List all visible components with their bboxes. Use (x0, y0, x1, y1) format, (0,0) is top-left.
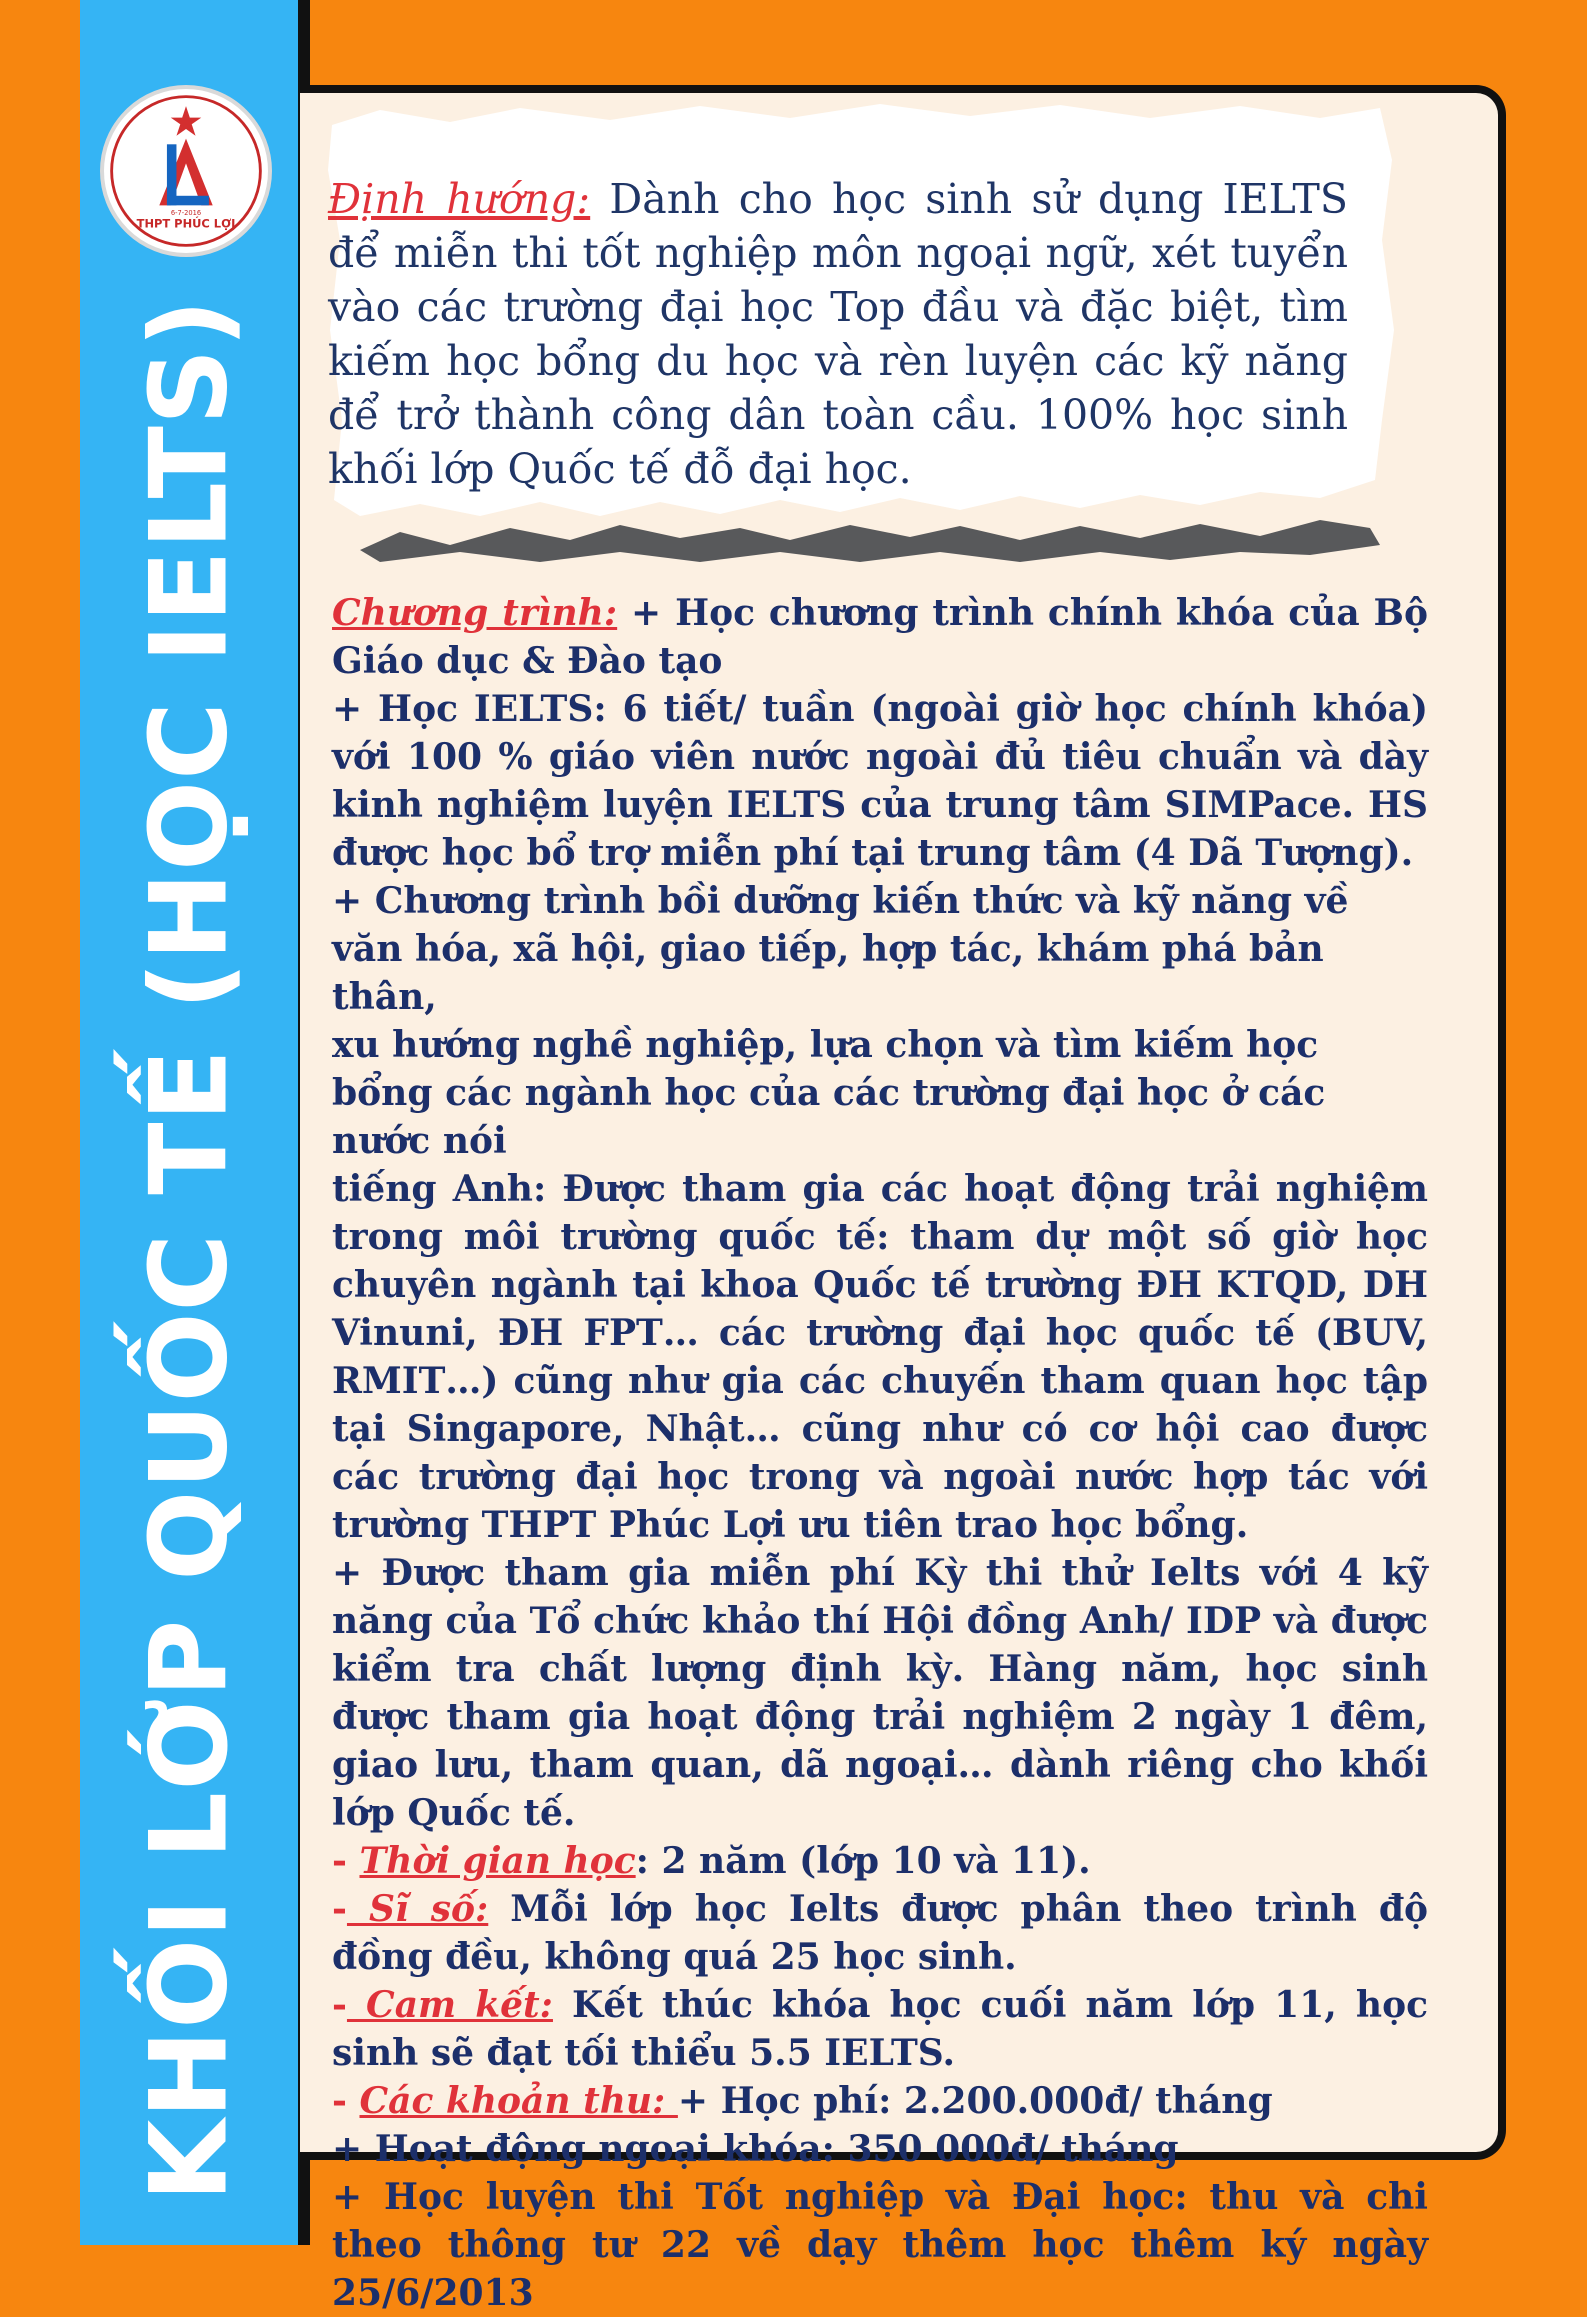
intro-text: Dành cho học sinh sử dụng IELTS để miễn thi tốt nghiệp môn ngoại ngữ, xét tuyển vào các trường đại học Top đầu và đặc biệt, tìm kiếm học bổng du học và rèn luyện các kỹ năng để trở thành công dân toàn cầu. 100% học sinh khối lớp Quốc tế đỗ đại học. (328, 175, 1348, 493)
duration-line (332, 1837, 1428, 1885)
program-details (332, 589, 1428, 2317)
school-logo-icon (100, 85, 272, 257)
commitment-label: Cam kết: (346, 1984, 553, 2026)
fees-exam-prep: + Học luyện thi Tốt nghiệp và Đại học: thu và chi theo thông tư 22 về dạy thêm học thêm ký ngày 25/6/2013 (332, 2176, 1428, 2314)
commitment-text: Kết thúc khóa học cuối năm lớp 11, học sinh sẽ đạt tối thiểu 5.5 IELTS. (332, 1984, 1429, 2074)
program-label: Chương trình: (332, 592, 618, 634)
program-item-1: + Học chương trình chính khóa của Bộ Giáo dục & Đào tạo (332, 592, 1428, 682)
program-item-2: + Học IELTS: 6 tiết/ tuần (ngoài giờ học chính khóa) với 100 % giáo viên nước ngoài đủ tiêu chuẩn và dày kinh nghiệm luyện IELTS của trung tâm SIMPace. HS được học bổ trợ miễn phí tại trung tâm (4 Dã Tượng). (332, 688, 1428, 874)
program-item-3c: tiếng Anh: Được tham gia các hoạt động trải nghiệm trong môi trường quốc tế: tham dự một số giờ học chuyên ngành tại khoa Quốc tế trường ĐH KTQD, DH Vinuni, ĐH FPT… các trường đại học quốc tế (BUV, RMIT…) cũng như gia các chuyến tham quan học tập tại Singapore, Nhật… cũng như có cơ hội cao được các trường đại học trong và ngoài nước hợp tác với trường THPT Phúc Lợi ưu tiên trao học bổng. (332, 1168, 1428, 1546)
intro-paragraph (328, 172, 1348, 496)
class-size-dash: - (332, 1888, 347, 1930)
logo-text: THPT PHÚC LỢI (136, 216, 236, 231)
duration-label: Thời gian học (359, 1840, 636, 1882)
commitment-dash: - (332, 1984, 347, 2026)
vertical-title: KHỐI LỚP QUỐC TẾ (HỌC IELTS) (127, 298, 251, 2202)
class-size-label: Sĩ số: (346, 1888, 489, 1930)
program-item-4: + Được tham gia miễn phí Kỳ thi thử Ielts với 4 kỹ năng của Tổ chức khảo thí Hội đồng Anh/ IDP và được kiểm tra chất lượng định kỳ. Hàng năm, học sinh được tham gia hoạt động trải nghiệm 2 ngày 1 đêm, giao lưu, tham quan, dã ngoại… dành riêng cho khối lớp Quốc tế. (332, 1552, 1428, 1834)
fees-extracurricular: + Hoạt động ngoại khóa: 350 000đ/ tháng (332, 2128, 1179, 2170)
left-orange-band (0, 0, 80, 2245)
commitment-line (332, 1981, 1428, 2077)
intro-label: Định hướng: (328, 175, 591, 223)
duration-text: : 2 năm (lớp 10 và 11). (635, 1840, 1091, 1882)
logo-year: 6-7-2016 (170, 208, 202, 217)
fees-dash: - (332, 2080, 360, 2122)
fees-label: Các khoản thu: (359, 2080, 678, 2122)
program-item-3a: + Chương trình bồi dưỡng kiến thức và kỹ năng về văn hóa, xã hội, giao tiếp, hợp tác, khám phá bản thân, (332, 880, 1349, 1018)
fees-line (332, 2077, 1428, 2125)
class-size-line (332, 1885, 1428, 1981)
program-item (332, 589, 1428, 685)
fees-tuition: + Học phí: 2.200.000đ/ tháng (677, 2080, 1273, 2122)
class-size-text: Mỗi lớp học Ielts được phân theo trình độ đồng đều, không quá 25 học sinh. (332, 1888, 1429, 1978)
duration-dash: - (332, 1840, 360, 1882)
program-item-3b: xu hướng nghề nghiệp, lựa chọn và tìm kiếm học bổng các ngành học của các trường đại học ở các nước nói (332, 1024, 1326, 1162)
